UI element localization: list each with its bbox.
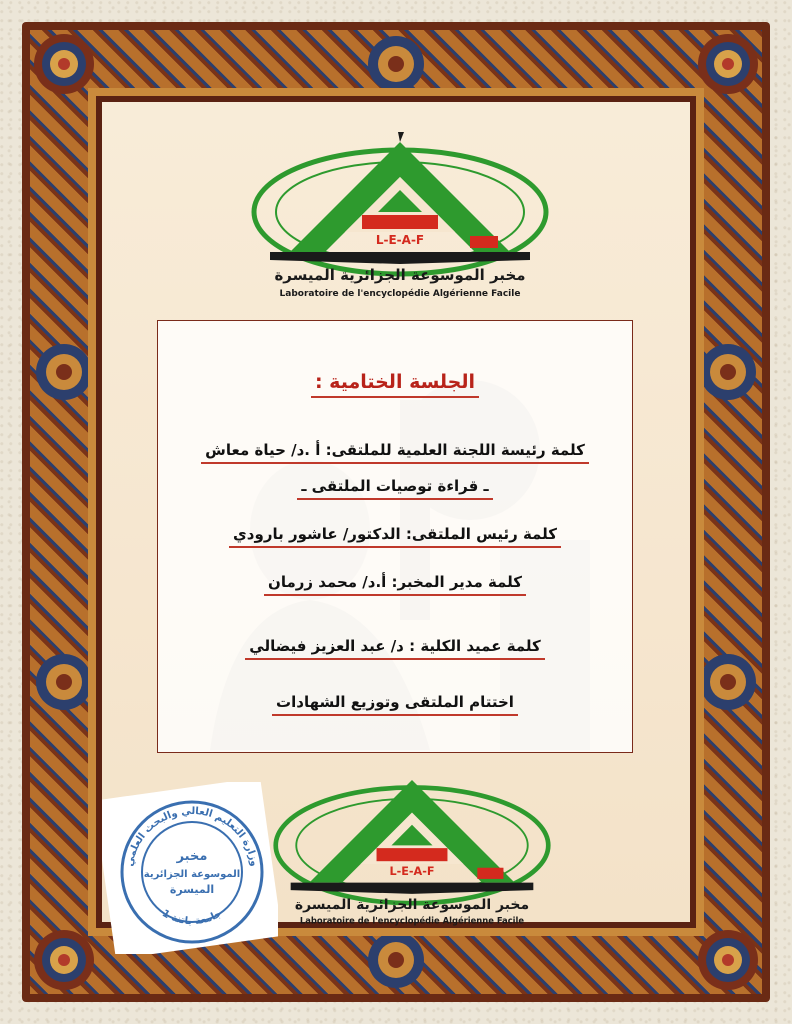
logo-acronym: L-E-A-F xyxy=(375,233,425,247)
program-item: ـ قراءة توصيات الملتقى ـ xyxy=(158,477,632,500)
program-item: كلمة عميد الكلية : د/ عبد العزيز فيضالي xyxy=(158,637,632,660)
stamp-bottom-text: جامعة باتنة 1 xyxy=(160,908,224,928)
frame-medallion-icon xyxy=(696,928,760,992)
frame-medallion-icon xyxy=(696,650,760,714)
stamp-center-line2: الموسوعة الجزائرية xyxy=(143,869,241,880)
lab-logo xyxy=(250,132,550,302)
frame-medallion-icon xyxy=(364,928,428,992)
program-item: كلمة مدير المخبر: أ.د/ محمد زرمان xyxy=(158,573,632,596)
official-stamp xyxy=(102,782,278,954)
stamp-center-line3: الميسرة xyxy=(169,883,215,896)
frame-medallion-icon xyxy=(32,650,96,714)
lab-logo-bottom xyxy=(272,770,552,930)
frame-medallion-icon xyxy=(32,340,96,404)
frame-medallion-icon xyxy=(364,32,428,96)
logo-arabic-name: مخبر الموسوعة الجزائرية الميسرة xyxy=(294,896,530,913)
stamp-outer-text: وزارة التعليم العالي والبحث العلمي xyxy=(124,805,260,868)
program-item: كلمة رئيس الملتقى: الدكتور/ عاشور بارودي xyxy=(158,525,632,548)
closing-session-panel xyxy=(157,320,633,753)
logo-acronym: L-E-A-F xyxy=(389,865,435,879)
frame-medallion-icon xyxy=(32,32,96,96)
frame-medallion-icon xyxy=(32,928,96,992)
section-title: الجلسة الختامية : xyxy=(158,371,632,398)
frame-medallion-icon xyxy=(696,32,760,96)
logo-french-name: Laboratoire de l'encyclopédie Algérienne Facile xyxy=(299,915,525,926)
logo-arabic-name: مخبر الموسوعة الجزائرية الميسرة xyxy=(274,266,526,284)
stamp-center-line1: مخبر xyxy=(176,849,208,864)
program-item: اختتام الملتقى وتوزيع الشهادات xyxy=(158,693,632,716)
program-item: كلمة رئيسة اللجنة العلمية للملتقى: أ .د/ حياة معاش xyxy=(158,441,632,464)
logo-french-name: Laboratoire de l'encyclopédie Algérienne Facile xyxy=(279,289,521,299)
frame-medallion-icon xyxy=(696,340,760,404)
